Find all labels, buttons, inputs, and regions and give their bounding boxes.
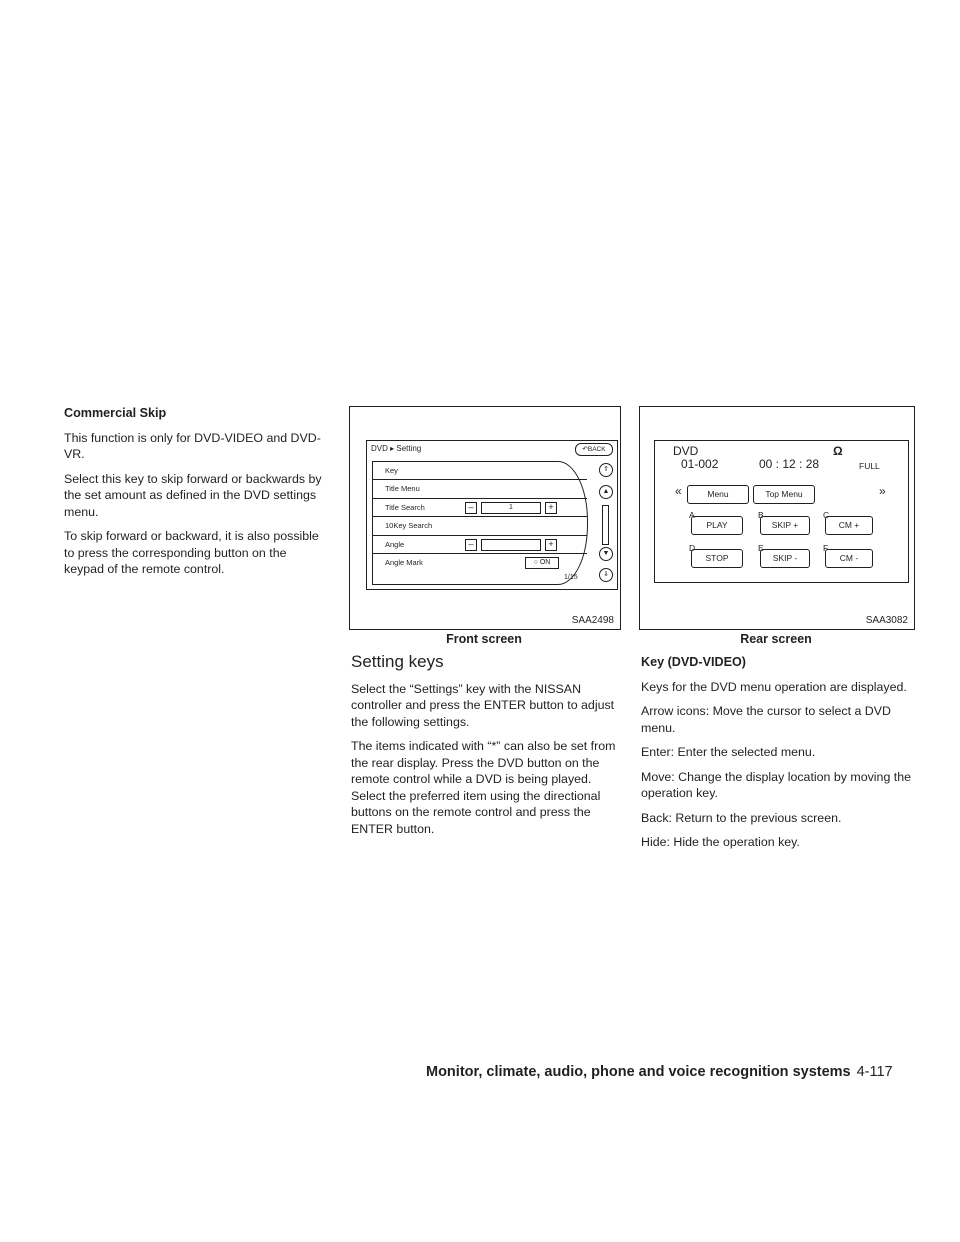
minus-icon: – bbox=[465, 539, 477, 551]
key-dvd-video-heading: Key (DVD-VIDEO) bbox=[641, 655, 746, 669]
figure-caption: Front screen bbox=[446, 632, 522, 646]
rear-screen-figure bbox=[639, 406, 915, 630]
settings-list bbox=[372, 461, 588, 585]
figure-caption: Rear screen bbox=[740, 632, 812, 646]
dvd-title: DVD bbox=[673, 444, 699, 458]
chevron-right-icon: » bbox=[879, 484, 886, 498]
stop-button: STOP bbox=[691, 549, 743, 568]
menu-button: Menu bbox=[687, 485, 749, 504]
list-item bbox=[373, 499, 587, 517]
cm-plus-button: CM + bbox=[825, 516, 873, 535]
row-label: Key bbox=[385, 466, 398, 475]
setting-keys-section bbox=[351, 654, 620, 845]
list-item bbox=[373, 517, 587, 535]
button-letter: C bbox=[823, 510, 830, 520]
toggle-value: ON bbox=[539, 558, 551, 566]
list-item bbox=[373, 480, 587, 498]
left-column bbox=[64, 405, 329, 586]
scroll-top-icon: ⇑ bbox=[599, 463, 613, 477]
cm-minus-button: CM - bbox=[825, 549, 873, 568]
full-label: FULL bbox=[859, 461, 880, 471]
list-item bbox=[373, 536, 587, 554]
scroll-up-icon: ▲ bbox=[599, 485, 613, 499]
row-label: Title Search bbox=[385, 502, 425, 512]
elapsed-time: 00 : 12 : 28 bbox=[759, 457, 820, 471]
paragraph: Back: Return to the previous screen. bbox=[641, 810, 842, 825]
key-dvd-video-section bbox=[641, 654, 914, 859]
minus-icon: – bbox=[465, 502, 477, 514]
paragraph: Enter: Enter the selected menu. bbox=[641, 745, 816, 759]
paragraph: The items indicated with “*” can also be set from the rear display. Press the DVD button on the remote control while a DVD is being played. Select the preferred item using the directional buttons on the remote control and press the ENTER button. bbox=[351, 739, 616, 836]
paragraph: Select this key to skip forward or backwards by the set amount as defined in the DVD settings menu. bbox=[64, 471, 322, 519]
button-letter: B bbox=[758, 510, 764, 520]
row-label: 10Key Search bbox=[385, 521, 433, 531]
paragraph: This function is only for DVD-VIDEO and DVD-VR. bbox=[64, 430, 321, 461]
paragraph: Arrow icons: Move the cursor to select a DVD menu. bbox=[641, 704, 891, 735]
plus-icon: + bbox=[545, 539, 557, 551]
list-item bbox=[373, 462, 587, 480]
track-number: 01-002 bbox=[681, 457, 719, 471]
front-screen-display bbox=[366, 440, 618, 590]
section-title: Setting keys bbox=[351, 652, 444, 671]
button-letter: E bbox=[758, 543, 764, 553]
scroll-bar bbox=[602, 505, 609, 545]
angle-field bbox=[481, 539, 541, 551]
rear-screen-display bbox=[654, 440, 909, 583]
button-letter: A bbox=[689, 510, 695, 520]
row-label: Angle Mark bbox=[385, 557, 423, 567]
back-button bbox=[575, 443, 613, 456]
row-label: Title Menu bbox=[385, 484, 420, 494]
paragraph: Hide: Hide the operation key. bbox=[641, 835, 800, 849]
skip-minus-button: SKIP - bbox=[760, 549, 810, 568]
paragraph: Move: Change the display location by moving the operation key. bbox=[641, 769, 911, 800]
figure-code: SAA3082 bbox=[865, 615, 908, 626]
angle-mark-toggle bbox=[525, 557, 559, 569]
list-item bbox=[373, 554, 587, 571]
paragraph: To skip forward or backward, it is also possible to press the corresponding button on the keypad of the remote control. bbox=[64, 529, 319, 576]
back-label: BACK bbox=[587, 446, 606, 453]
row-label: Angle bbox=[385, 539, 405, 549]
chevron-left-icon: « bbox=[675, 484, 682, 498]
front-screen-figure bbox=[349, 406, 621, 630]
paragraph: Keys for the DVD menu operation are displayed. bbox=[641, 679, 907, 694]
plus-icon: + bbox=[545, 502, 557, 514]
back-arrow-icon: ↶ bbox=[582, 446, 588, 453]
paragraph: Select the “Settings” key with the NISSAN controller and press the ENTER button to adjust the following settings. bbox=[351, 681, 615, 729]
play-button: PLAY bbox=[691, 516, 743, 535]
page-number: 4-117 bbox=[856, 1064, 893, 1080]
figure-code: SAA2498 bbox=[571, 615, 614, 626]
button-letter: F bbox=[823, 543, 829, 553]
page-footer bbox=[426, 1064, 893, 1080]
page-indicator: 1/15 bbox=[564, 574, 578, 581]
top-menu-button: Top Menu bbox=[753, 485, 815, 504]
toggle-circle-icon: ○ bbox=[533, 558, 538, 566]
scroll-bottom-icon: ⇓ bbox=[599, 568, 613, 582]
commercial-skip-heading: Commercial Skip bbox=[64, 406, 167, 420]
footer-section-title: Monitor, climate, audio, phone and voice recognition systems bbox=[426, 1064, 851, 1080]
scroll-down-icon: ▼ bbox=[599, 547, 613, 561]
skip-plus-button: SKIP + bbox=[760, 516, 810, 535]
screen-header: DVD ▸ Setting bbox=[371, 444, 422, 453]
headphone-icon: Ω bbox=[833, 444, 843, 458]
button-letter: D bbox=[689, 543, 696, 553]
title-search-field: 1 bbox=[481, 502, 541, 514]
